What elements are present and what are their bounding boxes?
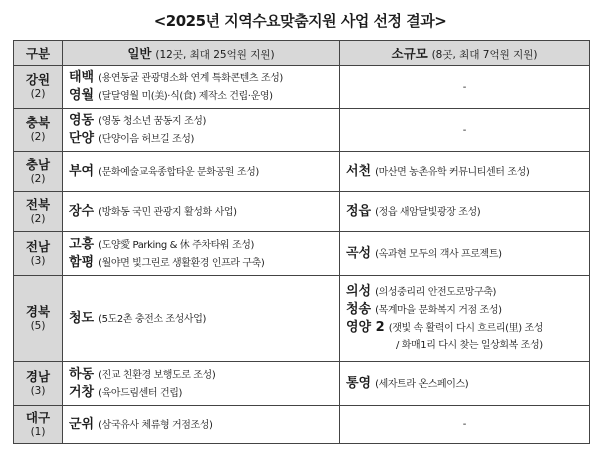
region-cell: 충남 (2) <box>14 152 63 192</box>
region-cell: 경남 (3) <box>14 362 63 406</box>
table-row <box>14 152 590 192</box>
general-cell <box>63 406 340 444</box>
list-item: 태백 (용연동굴 관광명소화 연계 특화콘텐츠 조성) <box>69 70 283 85</box>
small-cell <box>340 232 590 276</box>
list-item: 영동 (영동 청소년 꿈동지 조성) <box>69 113 207 128</box>
region-cell: 충북 (2) <box>14 109 63 152</box>
table-row <box>14 66 590 109</box>
list-item: 함평 (월야면 빛그린로 생활환경 인프라 구축) <box>69 254 265 270</box>
header-general: 일반 (12곳, 최대 25억원 지원) <box>63 41 340 66</box>
region-cell: 강원 (2) <box>14 66 63 109</box>
small-cell-empty: - <box>340 406 590 444</box>
list-item: 부여 (문화예술교육종합타운 문화공원 조성) <box>69 163 259 179</box>
table-row <box>14 192 590 232</box>
general-cell <box>63 192 340 232</box>
list-item: 영양 2 (잿빛 속 활력이 다시 흐르리(里) 조성 <box>346 320 544 335</box>
table-header-row <box>14 41 590 66</box>
general-cell <box>63 276 340 362</box>
region-cell: 전남 (3) <box>14 232 63 276</box>
list-item: 하동 (진교 친환경 보행도로 조성) <box>69 366 216 382</box>
page-title: <2025년 지역수요맞춤지원 사업 선정 결과> <box>153 12 447 30</box>
list-item: 거창 (육아드림센터 건립) <box>69 384 182 400</box>
list-item: 청도 (5도2촌 충전소 조성사업) <box>69 310 206 326</box>
header-small: 소규모 (8곳, 최대 7억원 지원) <box>340 41 590 66</box>
header-region: 구분 <box>14 41 63 66</box>
general-cell <box>63 66 340 109</box>
region-cell: 전북 (2) <box>14 192 63 232</box>
region-cell: 대구 (1) <box>14 406 63 444</box>
list-item: 단양 (단양이음 허브길 조성) <box>69 131 195 146</box>
list-item: 정읍 (정읍 새암달빛광장 조성) <box>346 203 481 219</box>
list-item-continuation: / 화매1리 다시 찾는 일상회복 조성) <box>396 340 543 351</box>
region-cell: 경북 (5) <box>14 276 63 362</box>
list-item: 통영 (세자트라 온스페이스) <box>346 375 469 391</box>
small-cell <box>340 152 590 192</box>
general-cell <box>63 109 340 152</box>
table-row <box>14 232 590 276</box>
table-row <box>14 276 590 362</box>
general-cell <box>63 152 340 192</box>
list-item: 고흥 (도양愛 Parking & 休 주차타워 조성) <box>69 236 254 252</box>
small-cell <box>340 276 590 362</box>
table-row <box>14 406 590 444</box>
small-cell-empty: - <box>340 109 590 152</box>
general-cell <box>63 362 340 406</box>
list-item: 장수 (방화동 국민 관광지 활성화 사업) <box>69 203 237 219</box>
list-item: 서천 (마산면 농촌유학 커뮤니티센터 조성) <box>346 163 530 179</box>
general-cell <box>63 232 340 276</box>
selection-results-table <box>13 40 590 444</box>
list-item: 영월 (달달영월 미(美)·식(食) 제작소 건립·운영) <box>69 88 273 103</box>
table-row <box>14 109 590 152</box>
list-item: 청송 (목계마을 문화복지 거점 조성) <box>346 302 502 317</box>
list-item: 군위 (삼국유사 체류형 거점조성) <box>69 416 213 432</box>
list-item: 곡성 (옥과현 모두의 객사 프로젝트) <box>346 245 502 261</box>
small-cell <box>340 362 590 406</box>
small-cell-empty: - <box>340 66 590 109</box>
small-cell <box>340 192 590 232</box>
list-item: 의성 (의성중리리 안전도로망구축) <box>346 284 497 299</box>
table-row <box>14 362 590 406</box>
